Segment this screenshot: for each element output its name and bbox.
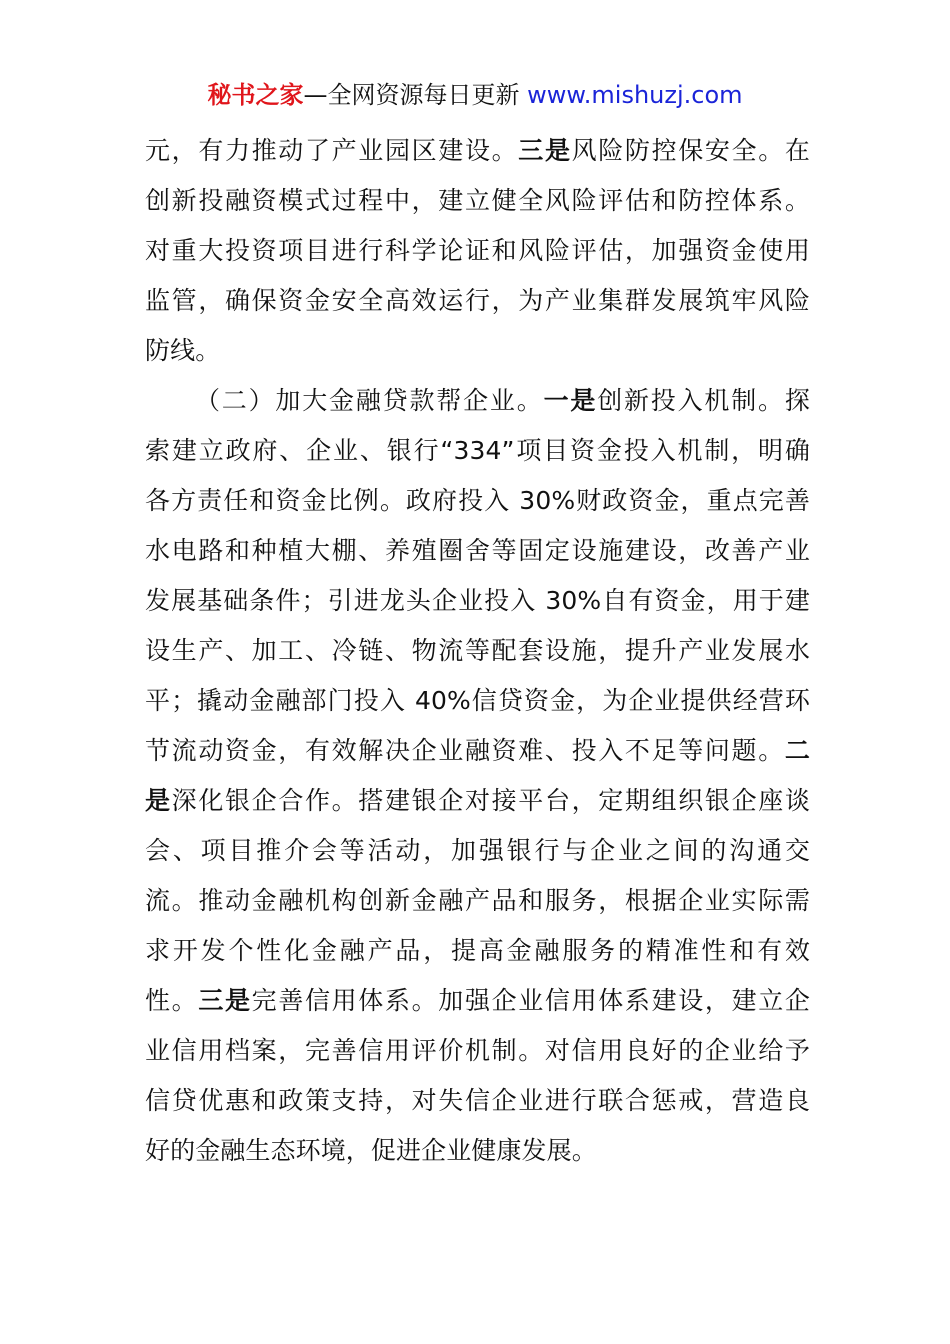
text-run: 深化银企合作。搭建银企对接平台，定期组织银企座谈 — [171, 786, 810, 815]
text-line: 对重大投资项目进行科学论证和风险评估，加强资金使用 — [145, 236, 810, 265]
website-url[interactable]: www.mishuzj.com — [527, 81, 743, 109]
text-line: 好的金融生态环境，促进企业健康发展。 — [145, 1136, 597, 1165]
text-run: 性。 — [145, 986, 199, 1015]
text-line — [145, 976, 810, 1026]
text-line — [145, 376, 810, 426]
text-line: 水电路和种植大棚、养殖圈舍等固定设施建设，改善产业 — [145, 536, 810, 565]
text-line: 平；撬动金融部门投入 40%信贷资金，为企业提供经营环 — [145, 686, 810, 715]
bold-run: 三是 — [518, 136, 572, 165]
bold-run: 二 — [784, 736, 810, 765]
page-header — [0, 78, 950, 112]
text-line: 发展基础条件；引进龙头企业投入 30%自有资金，用于建 — [145, 586, 810, 615]
text-run: 创新投入机制。探 — [597, 386, 810, 415]
paragraph-risk-control — [145, 126, 810, 376]
text-line: 防线。 — [145, 336, 221, 365]
text-line: 各方责任和资金比例。政府投入 30%财政资金，重点完善 — [145, 486, 810, 515]
text-line: 求开发个性化金融产品，提高金融服务的精准性和有效 — [145, 936, 810, 965]
bold-run: 三是 — [198, 986, 252, 1015]
text-line: 流。推动金融机构创新金融产品和服务，根据企业实际需 — [145, 886, 810, 915]
text-line: 设生产、加工、冷链、物流等配套设施，提升产业发展水 — [145, 636, 810, 665]
section-heading: （二）加大金融贷款帮企业。 — [195, 386, 544, 415]
paragraph-financial-loans — [145, 376, 810, 1176]
text-run: 风险防控保安全。在 — [571, 136, 811, 165]
text-run: 元，有力推动了产业园区建设。 — [145, 136, 519, 165]
header-tagline: —全网资源每日更新 — [303, 81, 528, 109]
body-text — [145, 126, 810, 1176]
text-run: 节流动资金，有效解决企业融资难、投入不足等问题。 — [145, 736, 785, 765]
text-line: 信贷优惠和政策支持，对失信企业进行联合惩戒，营造良 — [145, 1086, 810, 1115]
brand-name: 秘书之家 — [207, 81, 304, 109]
text-line: 创新投融资模式过程中，建立健全风险评估和防控体系。 — [145, 186, 810, 215]
text-line: 监管，确保资金安全高效运行，为产业集群发展筑牢风险 — [145, 286, 810, 315]
bold-run: 是 — [145, 786, 172, 815]
text-line: 会、项目推介会等活动，加强银行与企业之间的沟通交 — [145, 836, 810, 865]
text-line — [145, 126, 810, 176]
text-line — [145, 776, 810, 826]
text-line — [145, 726, 810, 776]
text-line: 索建立政府、企业、银行“334”项目资金投入机制，明确 — [145, 436, 810, 465]
text-line: 业信用档案，完善信用评价机制。对信用良好的企业给予 — [145, 1036, 810, 1065]
text-run: 完善信用体系。加强企业信用体系建设，建立企 — [251, 986, 810, 1015]
bold-run: 一是 — [543, 386, 598, 415]
